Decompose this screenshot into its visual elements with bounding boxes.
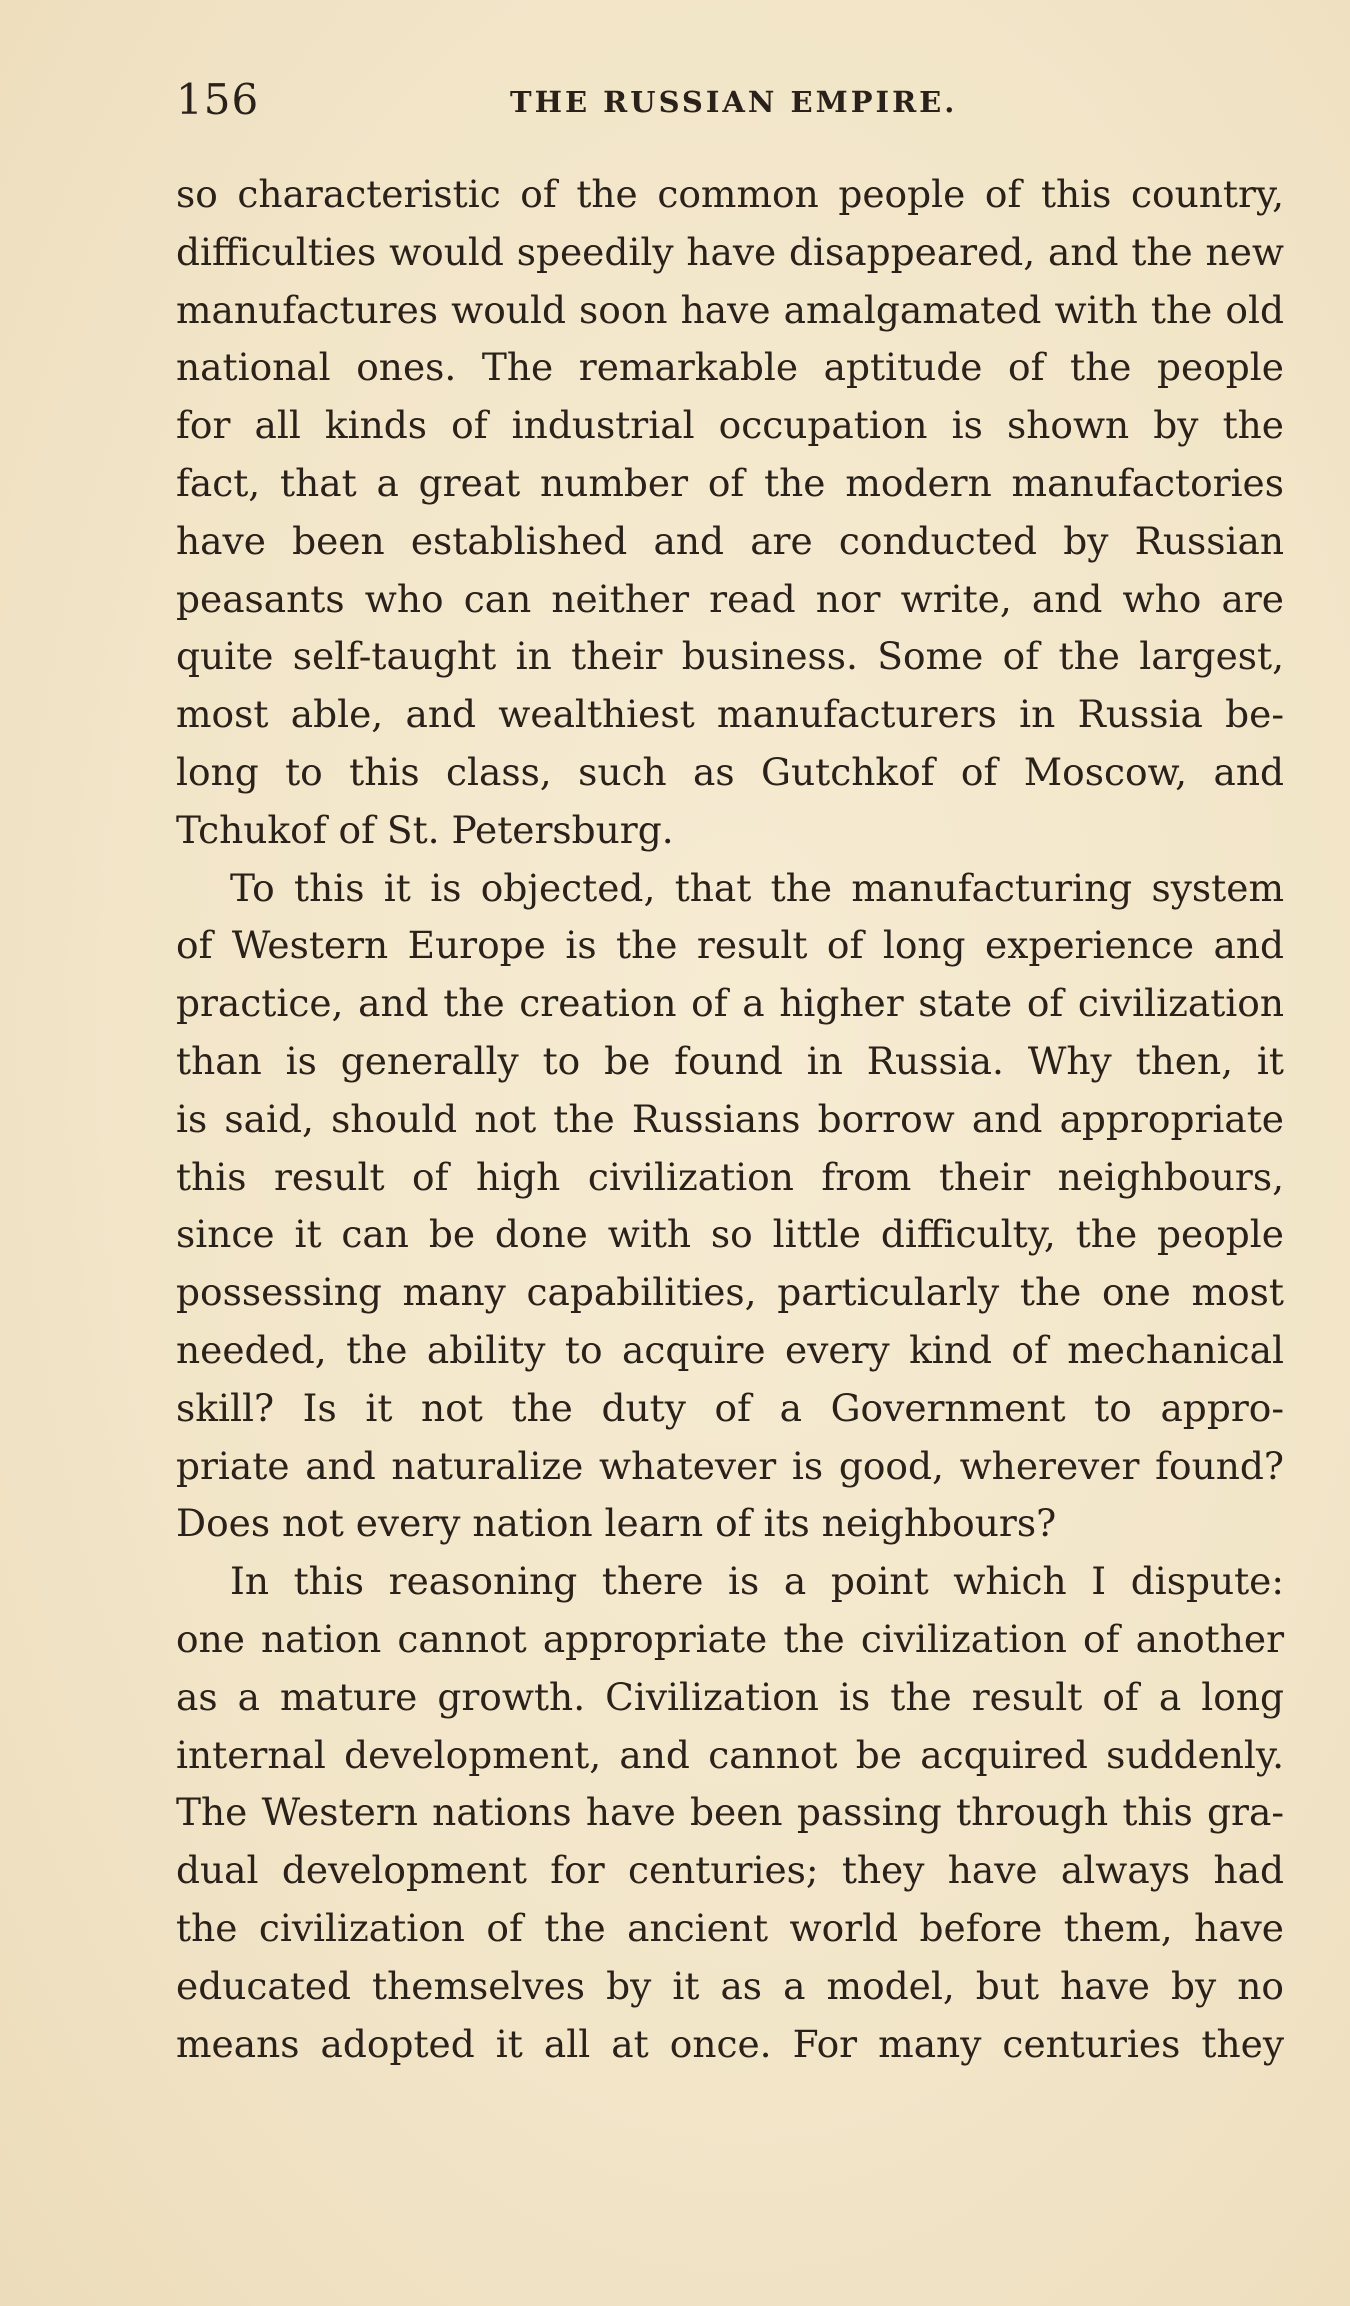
text-line: quite self-taught in their business. Some of the largest, [176,634,1284,679]
text-line: priate and naturalize whatever is good, wherever found? [176,1443,1284,1488]
text-line: as a mature growth. Civilization is the result of a long [176,1674,1284,1719]
text-line: long to this class, such as Gutchkof of Moscow, and [176,749,1284,794]
text-line: To this it is objected, that the manufacturing system [230,865,1284,910]
text-line: difficulties would speedily have disappeared, and the new [176,229,1284,274]
text-line: manufactures would soon have amalgamated with the old [176,287,1284,332]
text-line: internal development, and cannot be acquired suddenly. [176,1732,1284,1777]
text-line: most able, and wealthiest manufacturers in Russia be- [176,692,1284,737]
text-line: this result of high civilization from their neighbours, [176,1154,1284,1199]
text-line: have been established and are conducted by Russian [176,518,1284,563]
text-line: so characteristic of the common people of this country, [176,172,1284,216]
text-line: national ones. The remarkable aptitude of the people [176,345,1284,390]
page-number: 156 [176,75,260,124]
page-header [176,74,1284,126]
text-line: The Western nations have been passing through this gra- [176,1790,1284,1835]
text-line: than is generally to be found in Russia. Why then, it [176,1038,1284,1083]
text-line: fact, that a great number of the modern manufactories [176,460,1284,505]
text-line: since it can be done with so little difficulty, the people [176,1212,1284,1257]
text-line: needed, the ability to acquire every kind of mechanical [176,1327,1284,1372]
text-line: dual development for centuries; they have always had [176,1848,1284,1893]
text-line: means adopted it all at once. For many centuries they [176,2021,1284,2066]
body-text [176,166,1284,2073]
text-line: skill? Is it not the duty of a Government to appro- [176,1385,1284,1430]
text-line: is said, should not the Russians borrow and appropriate [176,1096,1284,1141]
text-line: possessing many capabilities, particularly the one most [176,1270,1284,1315]
text-line: one nation cannot appropriate the civilization of another [176,1616,1284,1661]
running-head: THE RUSSIAN EMPIRE. [510,85,958,119]
text-line: for all kinds of industrial occupation is shown by the [176,403,1284,448]
text-line: educated themselves by it as a model, but have by no [176,1963,1284,2008]
text-line: peasants who can neither read nor write, and who are [176,576,1284,621]
text-line: In this reasoning there is a point which I dispute: [230,1559,1284,1604]
text-line: Tchukof of St. Petersburg. [176,807,674,852]
text-line: of Western Europe is the result of long experience and [176,923,1284,968]
text-line: Does not every nation learn of its neighbours? [176,1501,1057,1546]
text-line: practice, and the creation of a higher state of civilization [176,981,1284,1026]
text-line: the civilization of the ancient world before them, have [176,1905,1284,1950]
